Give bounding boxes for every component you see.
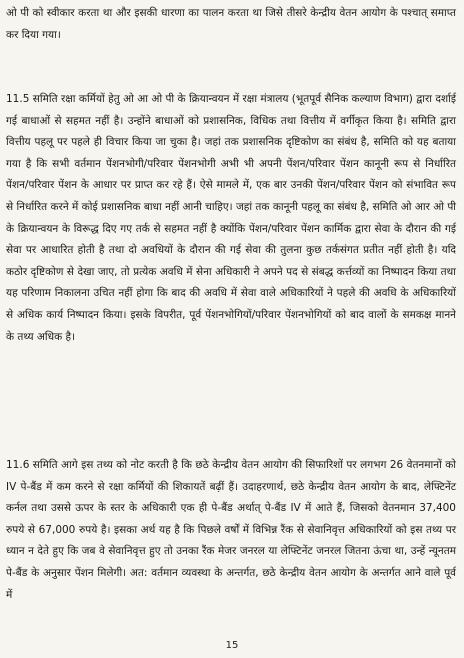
paragraph-11-5: 11.5 समिति रक्षा कर्मियों हेतु ओ आ ओ पी के क्रियान्वयन में रक्षा मंत्रालय (भूतपूर्व सैनिक कल्याण विभाग) द्वारा दर्शाई गई बाधाओं से सहमत नहीं है। उन्होंने बाधाओं को प्रशासनिक, विधिक तथा वित्तीय में वर्गीकृत किया है। समिति द्वारा वित्तीय पहलू पर पहले ही विचार किया जा चुका है। जहां तक प्रशासनिक दृष्टिकोण का संबंध है, समिति को यह बताया गया है कि सभी वर्तमान पेंशनभोगी/परिवार पेंशनभोगी अभी भी अपनी पेंशन/परिवार पेंशन कानूनी रूप से निर्धारित पेंशन/परिवार पेंशन के आधार पर प्राप्त कर रहे हैं। ऐसे मामले में, एक बार उनकी पेंशन/परिवार पेंशन को संभावित रूप से निर्धारित करने में कोई प्रशासनिक बाधा नहीं आनी चाहिए। जहां तक कानूनी पहलू का संबंध है, समिति ओ आर ओ पी के क्रियान्वयन के विरूद्ध दिए गए तर्क से सहमत नहीं है क्योंकि पेंशन/परिवार पेंशन कार्मिक द्वारा सेवा के दौरान की गई सेवा पर आधारित होती है तथा दो अवधियों के दौरान की गई सेवा की तुलना कुछ तर्कसंगत प्रतीत नहीं होती है। यदि कठोर दृष्टिकोण से देखा जाए, तो प्रत्येक अवधि में सेना अधिकारी ने अपने पद से संबद्ध कर्त्तव्यों का निष्पादन किया तथा यह परिणाम निकालना उचित नहीं होगा कि बाद की अवधि में सेवा वाले अधिकारियों ने पहले की अवधि के अधिकारियों से अधिक कार्य निष्पादन किया। इसके विपरीत, पूर्व पेंशनभोगियों/परिवार पेंशनभोगियों को बाद वालों के समकक्ष मानने के तथ्य अधिक है। [6, 93, 456, 343]
paragraph-carry-over: ओ पी को स्वीकार करता था और इसकी धारणा का पालन करता था जिसे तीसरे केन्द्रीय वेतन आयोग के पश्चात् समाप्त कर दिया गया। [6, 7, 456, 41]
page-number: 15 [225, 640, 239, 651]
paragraph-11-6: 11.6 समिति आगे इस तथ्य को नोट करती है कि छठे केन्द्रीय वेतन आयोग की सिफारिशों पर लगभग 26 वेतनमानों को IV पे-बैंड में कम करने से रक्षा कर्मियों की शिकायतें बढ़ीं हैं। उदाहरणार्थ, छठे केन्द्रीय वेतन आयोग के बाद, लेफ्टिनेंट कर्नल तथा उससे ऊपर के स्तर के अधिकारी एक ही पे-बैंड अर्थात् पे-बैंड IV में आते हैं, जिसको वेतनमान 37,400 रुपये से 67,000 रुपये है। इसका अर्थ यह है कि पिछले वर्षों में विभिन्न रैंक से सेवानिवृत्त अधिकारियों को इस तथ्य पर ध्यान न देते हुए कि जब वे सेवानिवृत्त हुए तो उनका रैंक मेजर जनरल या लेफ्टिनेंट जनरल जितना ऊंचा था, उन्हें न्यूनतम पे-बैंड के अनुसार पेंशन मिलेगी। अत: वर्तमान व्यवस्था के अन्तर्गत, छठे केन्द्रीय वेतन आयोग के अन्तर्गत आने वाले पूर्व में [6, 459, 456, 601]
